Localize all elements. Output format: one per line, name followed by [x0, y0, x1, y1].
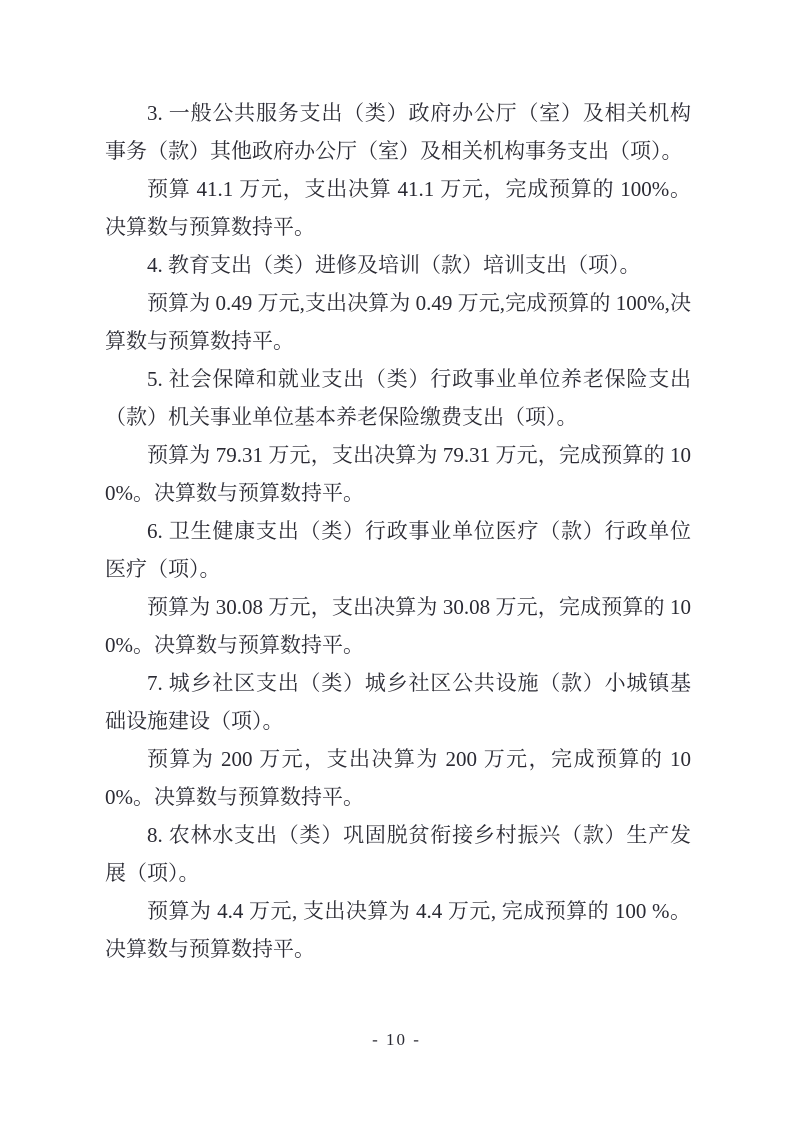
paragraph: 预算为 0.49 万元,支出决算为 0.49 万元,完成预算的 100%,决算数与预算数持平。	[105, 291, 691, 353]
paragraph: 4. 教育支出（类）进修及培训（款）培训支出（项）。	[147, 253, 641, 277]
paragraph: 预算为 79.31 万元，支出决算为 79.31 万元，完成预算的 100%。决算数与预算数持平。	[105, 443, 691, 505]
paragraph: 7. 城乡社区支出（类）城乡社区公共设施（款）小城镇基础设施建设（项）。	[105, 671, 691, 733]
document-body	[105, 94, 691, 968]
paragraph: 预算 41.1 万元，支出决算 41.1 万元，完成预算的 100%。决算数与预算数持平。	[105, 177, 691, 239]
paragraph: 5. 社会保障和就业支出（类）行政事业单位养老保险支出（款）机关事业单位基本养老保险缴费支出（项）。	[105, 367, 691, 429]
paragraph: 8. 农林水支出（类）巩固脱贫衔接乡村振兴（款）生产发展（项）。	[105, 823, 691, 885]
paragraph: 预算为 4.4 万元, 支出决算为 4.4 万元, 完成预算的 100 %。决算数与预算数持平。	[105, 899, 691, 961]
paragraph: 预算为 30.08 万元，支出决算为 30.08 万元，完成预算的 100%。决算数与预算数持平。	[105, 595, 691, 657]
paragraph: 预算为 200 万元，支出决算为 200 万元，完成预算的 100%。决算数与预算数持平。	[105, 747, 691, 809]
paragraph: 3. 一般公共服务支出（类）政府办公厅（室）及相关机构事务（款）其他政府办公厅（室）及相关机构事务支出（项）。	[105, 101, 691, 163]
page-number: - 10 -	[372, 1030, 421, 1049]
paragraph: 6. 卫生健康支出（类）行政事业单位医疗（款）行政单位医疗（项）。	[105, 519, 691, 581]
